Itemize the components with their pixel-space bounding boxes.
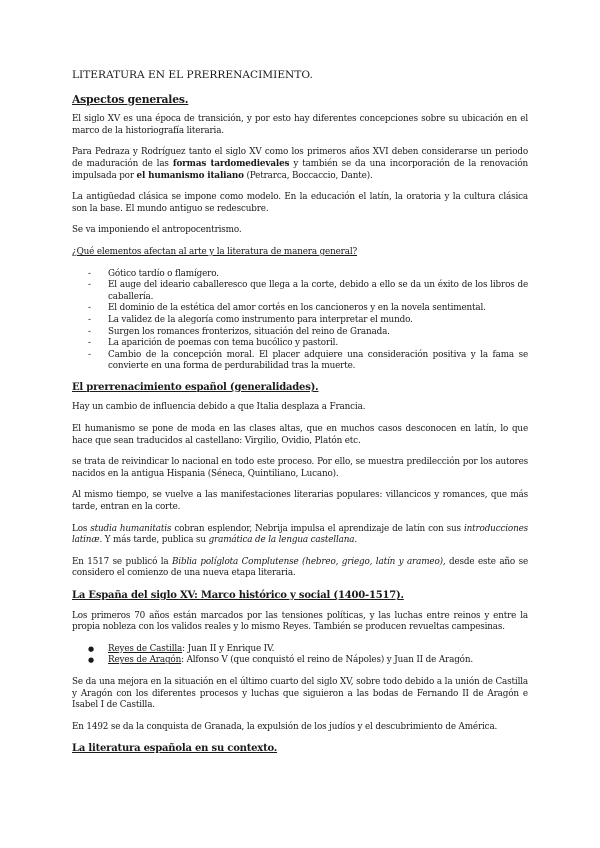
heading-prerrenacimiento: El prerrenacimiento español (generalidades). <box>72 381 319 393</box>
italic-text: gramática de la lengua castellana <box>208 535 355 546</box>
paragraph: Se va imponiendo el antropocentrismo. <box>72 225 242 236</box>
list-item: ● Reyes de Castilla: Juan II y Enrique IV. <box>88 643 275 654</box>
italic-text: studia humanitatis <box>90 523 172 534</box>
list-item: - Gótico tardío o flamígero. <box>88 268 219 279</box>
document-page <box>72 64 528 764</box>
paragraph: Al mismo tiempo, se vuelve a las manifestaciones literarias populares: villancicos y romances, que más tarde, entran en la corte. <box>72 490 528 513</box>
italic-text: Biblia políglota Complutense (hebreo, griego, latín y arameo) <box>171 556 443 567</box>
list-item: - Surgen los romances fronterizos, situación del reino de Granada. <box>88 326 390 337</box>
kings-list <box>72 644 528 667</box>
list-item: - El auge del ideario caballeresco que llega a la corte, debido a ello se da un éxito de los libros de caballería. <box>88 280 528 302</box>
paragraph: La antigüedad clásica se impone como modelo. En la educación el latín, la oratoria y la cultura clásica son la base. El mundo antiguo se redescubre. <box>72 192 528 214</box>
list-item: - La validez de la alegoría como instrumento para interpretar el mundo. <box>88 314 413 325</box>
document-title: LITERATURA EN EL PRERRENACIMIENTO. <box>72 69 313 81</box>
paragraph: Para Pedraza y Rodríguez tanto el siglo XV como los primeros años XVI deben considerarse un periodo de maduración de las formas tardomedievales y también se da una incorporación de la renovación impulsada por el humanismo italiano (Petrarca, Boccaccio, Dante). <box>72 147 528 181</box>
question-heading: ¿Qué elementos afectan al arte y la literatura de manera general? <box>72 246 358 257</box>
paragraph: Los primeros 70 años están marcados por las tensiones políticas, y las luchas entre reinos y entre la propia nobleza con los validos reales y lo mismo Reyes. También se producen revueltas campesinas. <box>72 610 528 633</box>
heading-literatura-contexto: La literatura española en su contexto. <box>72 743 278 755</box>
paragraph: Se da una mejora en la situación en el último cuarto del siglo XV, sobre todo debido a la unión de Castilla y Aragón con los diferentes procesos y luchas que siguieron a las bodas de Fernando II de Aragón e Isabel I de Castilla. <box>72 676 528 711</box>
list-item: - Cambio de la concepción moral. El placer adquiere una consideración positiva y la fama se convierte en una forma de perdurabilidad tras la muerte. <box>88 349 528 372</box>
list-item: ● Reyes de Aragón: Alfonso V (que conquistó el reino de Nápoles) y Juan II de Aragón. <box>88 655 473 666</box>
heading-espana-siglo-xv: La España del siglo XV: Marco histórico y social (1400-1517). <box>72 590 404 601</box>
list-item: - El dominio de la estética del amor cortés en los cancioneros y en la novela sentimental. <box>88 303 486 314</box>
elements-list <box>72 269 528 373</box>
paragraph: Hay un cambio de influencia debido a que Italia desplaza a Francia. <box>72 402 366 413</box>
paragraph: En 1517 se publicó la Biblia políglota Complutense (hebreo, griego, latín y arameo), desde este año se considero el comienzo de una nueva etapa literaria. <box>72 556 528 579</box>
paragraph: se trata de reivindicar lo nacional en todo este proceso. Por ello, se muestra predilección por los autores nacidos en la antigua Hispania (Séneca, Quintiliano, Lucano). <box>72 457 528 479</box>
heading-aspectos-generales: Aspectos generales. <box>72 92 189 106</box>
paragraph: El siglo XV es una época de transición, y por esto hay diferentes concepciones sobre su ubicación en el marco de la historiografía literaria. <box>72 114 528 136</box>
bold-text: formas tardomedievales <box>172 158 290 169</box>
paragraph: En 1492 se da la conquista de Granada, la expulsión de los judíos y el descubrimiento de América. <box>72 721 498 732</box>
bold-text: el humanismo italiano <box>136 170 244 181</box>
italic-text: introducciones latinæ <box>72 523 528 546</box>
paragraph: Los studia humanitatis cobran esplendor, Nebrija impulsa el aprendizaje de latín con sus introducciones latinæ. Y más tarde, publica su gramática de la lengua castellana. <box>72 523 528 546</box>
paragraph: El humanismo se pone de moda en las clases altas, que en muchos casos desconocen en latín, lo que hace que sean traducidos al castellano: Virgilio, Ovidio, Platón etc. <box>72 424 528 446</box>
list-item: - La aparición de poemas con tema bucólico y pastoril. <box>88 338 338 349</box>
